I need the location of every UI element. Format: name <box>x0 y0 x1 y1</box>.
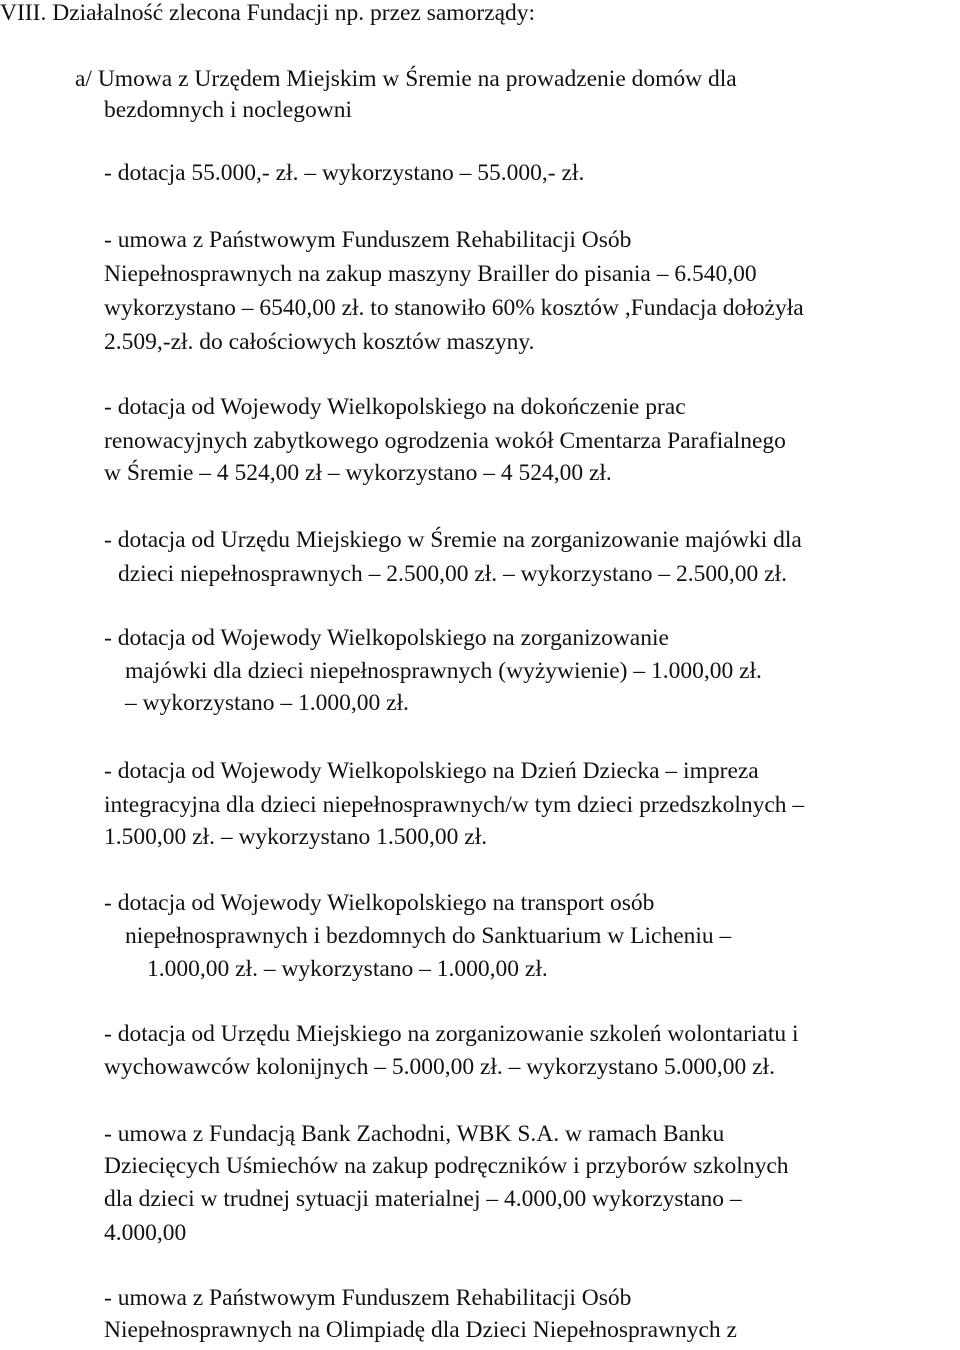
paragraph-line: renowacyjnych zabytkowego ogrodzenia wokół Cmentarza Parafialnego <box>104 428 786 454</box>
paragraph-line: w Śremie – 4 524,00 zł – wykorzystano – 4 524,00 zł. <box>104 460 612 486</box>
paragraph-line: - dotacja od Wojewody Wielkopolskiego na dokończenie prac <box>104 394 686 420</box>
paragraph-line: majówki dla dzieci niepełnosprawnych (wyżywienie) – 1.000,00 zł. <box>125 658 762 684</box>
paragraph-line: a/ Umowa z Urzędem Miejskim w Śremie na prowadzenie domów dla <box>75 66 737 92</box>
paragraph-line: - umowa z Państwowym Funduszem Rehabilitacji Osób <box>104 227 632 253</box>
paragraph-line: - dotacja od Wojewody Wielkopolskiego na transport osób <box>104 890 655 916</box>
paragraph-line: niepełnosprawnych i bezdomnych do Sanktuarium w Licheniu – <box>125 923 732 949</box>
paragraph-line: dla dzieci w trudnej sytuacji materialnej – 4.000,00 wykorzystano – <box>104 1186 742 1212</box>
paragraph-line: wychowawców kolonijnych – 5.000,00 zł. – wykorzystano 5.000,00 zł. <box>104 1054 775 1080</box>
paragraph-line: - dotacja 55.000,- zł. – wykorzystano – 55.000,- zł. <box>104 160 585 186</box>
section-heading: VIII. Działalność zlecona Fundacji np. przez samorządy: <box>0 0 536 26</box>
paragraph-line: - dotacja od Wojewody Wielkopolskiego na Dzień Dziecka – impreza <box>104 758 759 784</box>
paragraph-line: Niepełnosprawnych na Olimpiadę dla Dzieci Niepełnosprawnych z <box>104 1317 737 1343</box>
paragraph-line: 1.500,00 zł. – wykorzystano 1.500,00 zł. <box>104 824 488 850</box>
paragraph-line: 1.000,00 zł. – wykorzystano – 1.000,00 zł. <box>147 956 548 982</box>
paragraph-line: Dziecięcych Uśmiechów na zakup podręczników i przyborów szkolnych <box>104 1153 789 1179</box>
paragraph-line: 2.509,-zł. do całościowych kosztów maszyny. <box>104 329 535 355</box>
paragraph-line: - umowa z Fundacją Bank Zachodni, WBK S.A. w ramach Banku <box>104 1121 725 1147</box>
paragraph-line: 4.000,00 <box>104 1220 187 1246</box>
paragraph-line: integracyjna dla dzieci niepełnosprawnych/w tym dzieci przedszkolnych – <box>104 792 805 818</box>
paragraph-line: - dotacja od Urzędu Miejskiego w Śremie na zorganizowanie majówki dla <box>104 527 802 553</box>
paragraph-line: – wykorzystano – 1.000,00 zł. <box>125 690 409 716</box>
paragraph-line: - dotacja od Urzędu Miejskiego na zorganizowanie szkoleń wolontariatu i <box>104 1021 799 1047</box>
paragraph-line: bezdomnych i noclegowni <box>104 97 352 123</box>
paragraph-line: - dotacja od Wojewody Wielkopolskiego na zorganizowanie <box>104 625 669 651</box>
paragraph-line: dzieci niepełnosprawnych – 2.500,00 zł. – wykorzystano – 2.500,00 zł. <box>118 561 787 587</box>
paragraph-line: - umowa z Państwowym Funduszem Rehabilitacji Osób <box>104 1285 632 1311</box>
paragraph-line: Niepełnosprawnych na zakup maszyny Brailler do pisania – 6.540,00 <box>104 261 757 287</box>
paragraph-line: wykorzystano – 6540,00 zł. to stanowiło 60% kosztów ,Fundacja dołożyła <box>104 295 804 321</box>
